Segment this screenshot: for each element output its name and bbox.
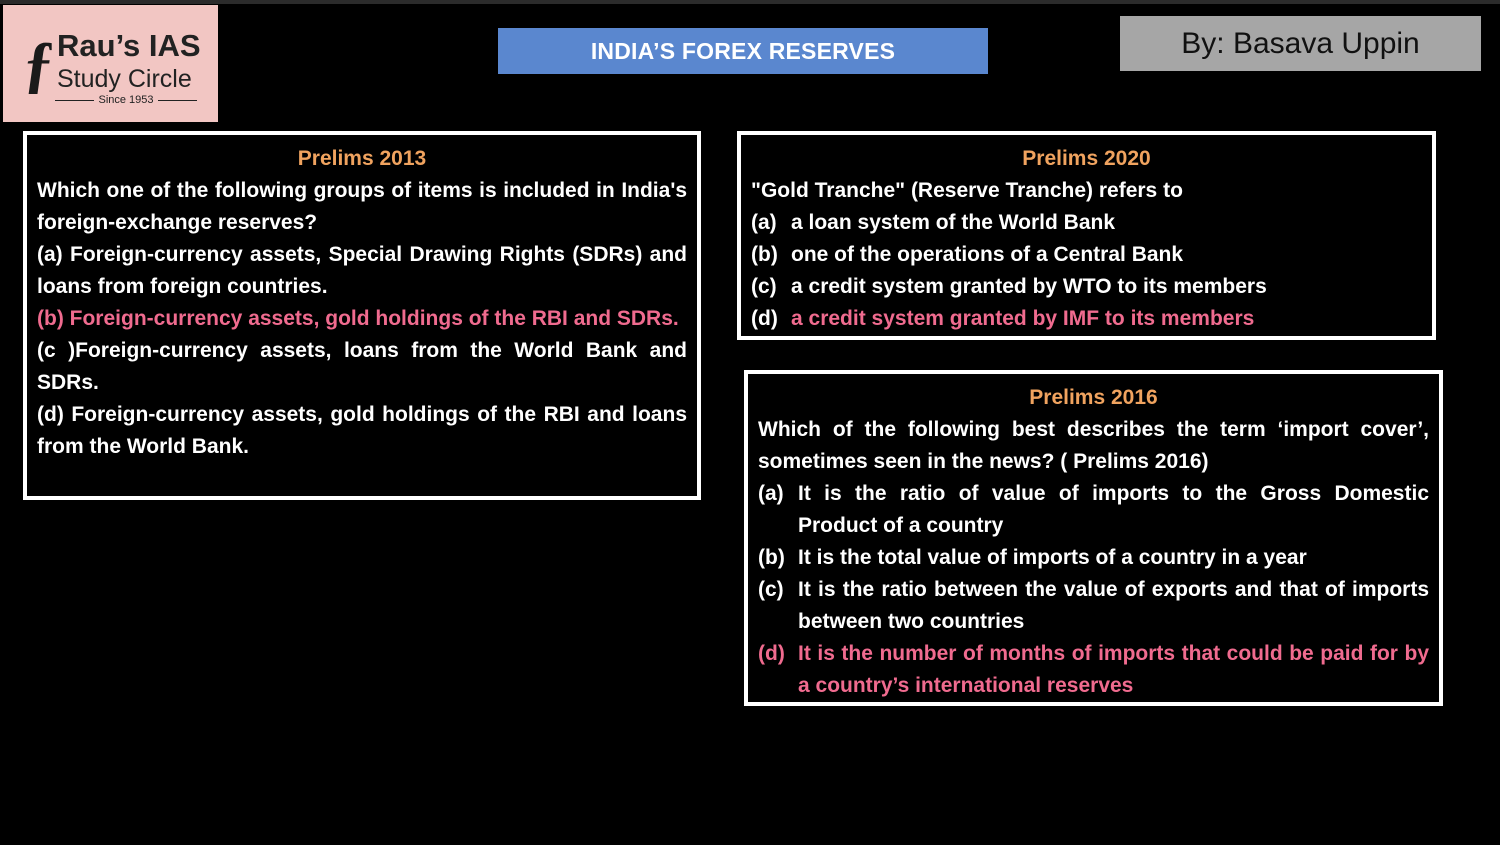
author-label: By: Basava Uppin — [1120, 16, 1481, 71]
option-key: (b) — [751, 243, 778, 266]
question-text: Which one of the following groups of items is included in India's foreign-exchange reserves? — [37, 179, 687, 234]
option-d-correct — [758, 638, 1429, 702]
logo-emblem-icon: ƒ — [23, 28, 55, 99]
option-a — [758, 478, 1429, 542]
option-c: (c )Foreign-currency assets, loans from the World Bank and SDRs. — [37, 339, 687, 394]
question-box-2016 — [744, 370, 1443, 706]
option-b — [758, 542, 1429, 574]
question-box-2013 — [23, 131, 701, 500]
logo-since — [55, 94, 197, 106]
option-key: (d) — [758, 642, 785, 665]
raus-ias-logo — [3, 5, 218, 122]
option-d-correct — [751, 303, 1422, 335]
option-text: a loan system of the World Bank — [791, 211, 1116, 234]
question-text: Which of the following best describes the term ‘import cover’, sometimes seen in the news? ( Prelims 2016) — [758, 418, 1429, 473]
question-box-2020 — [737, 131, 1436, 340]
option-key: (d) — [751, 307, 778, 330]
logo-since-text: Since 1953 — [98, 94, 154, 106]
logo-line-1: Rau’s IAS — [57, 28, 201, 63]
logo-rule-right — [158, 100, 197, 101]
option-a — [751, 207, 1422, 239]
question-text: "Gold Tranche" (Reserve Tranche) refers to — [751, 179, 1183, 202]
question-heading: Prelims 2016 — [1029, 386, 1158, 409]
option-key: (a) — [751, 211, 777, 234]
top-edge-bar — [0, 0, 1500, 4]
question-heading: Prelims 2013 — [297, 147, 427, 170]
logo-rule-left — [55, 100, 94, 101]
option-c — [758, 574, 1429, 638]
option-d: (d) Foreign-currency assets, gold holdings of the RBI and loans from the World Bank. — [37, 403, 687, 458]
option-key: (b) — [758, 546, 785, 569]
option-a: (a) Foreign-currency assets, Special Drawing Rights (SDRs) and loans from foreign countries. — [37, 243, 687, 298]
option-text: It is the ratio of value of imports to the Gross Domestic Product of a country — [798, 482, 1429, 537]
option-key: (c) — [758, 578, 784, 601]
option-text: It is the number of months of imports that could be paid for by a country’s international reserves — [798, 642, 1429, 697]
question-heading: Prelims 2020 — [1022, 147, 1151, 170]
option-text: It is the ratio between the value of exports and that of imports between two countries — [798, 578, 1429, 633]
option-c — [751, 271, 1422, 303]
option-text: a credit system granted by IMF to its members — [791, 307, 1255, 330]
option-text: one of the operations of a Central Bank — [791, 243, 1184, 266]
option-key: (c) — [751, 275, 777, 298]
option-text: It is the total value of imports of a country in a year — [798, 546, 1307, 569]
option-b-correct: (b) Foreign-currency assets, gold holdings of the RBI and SDRs. — [37, 307, 679, 330]
option-b — [751, 239, 1422, 271]
option-key: (a) — [758, 482, 784, 505]
slide-title: INDIA’S FOREX RESERVES — [498, 28, 988, 74]
logo-line-2: Study Circle — [57, 65, 192, 93]
option-text: a credit system granted by WTO to its members — [791, 275, 1267, 298]
